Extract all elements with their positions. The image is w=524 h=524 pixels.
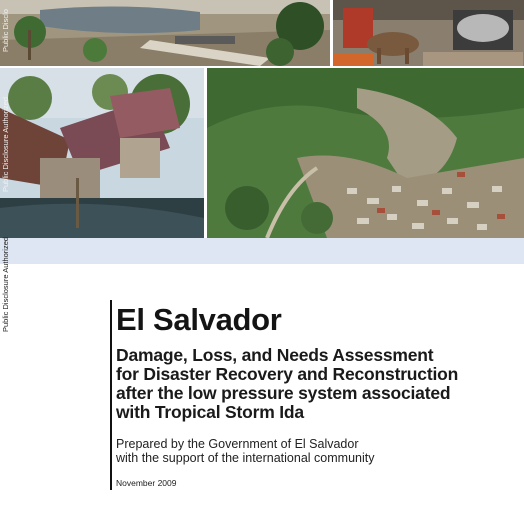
cover-photo-aerial-town-mudslide (207, 68, 524, 238)
subtitle-line: with Tropical Storm Ida (116, 402, 304, 422)
document-title: El Salvador (116, 302, 282, 337)
cover-photo-dog-debris (333, 0, 524, 66)
document-subtitle (116, 346, 516, 422)
subtitle-line: Damage, Loss, and Needs Assessment (116, 345, 434, 365)
disclosure-label-middle: Public Disclosure Authorized (1, 96, 10, 192)
disclosure-label-top: Public Disclo (1, 9, 10, 52)
subtitle-line: for Disaster Recovery and Reconstruction (116, 364, 459, 384)
subtitle-line: after the low pressure system associated (116, 383, 451, 403)
disclosure-label-bottom: Public Disclosure Authorized (1, 236, 10, 332)
header-band (0, 238, 524, 264)
prepared-line: with the support of the international community (116, 451, 375, 465)
cover-photo-flooded-road (0, 0, 330, 66)
title-divider-rule (110, 300, 112, 490)
publication-date: November 2009 (116, 478, 177, 488)
cover-photo-collapsed-houses (0, 68, 204, 238)
prepared-by-statement (116, 437, 516, 465)
prepared-line: Prepared by the Government of El Salvador (116, 437, 359, 451)
